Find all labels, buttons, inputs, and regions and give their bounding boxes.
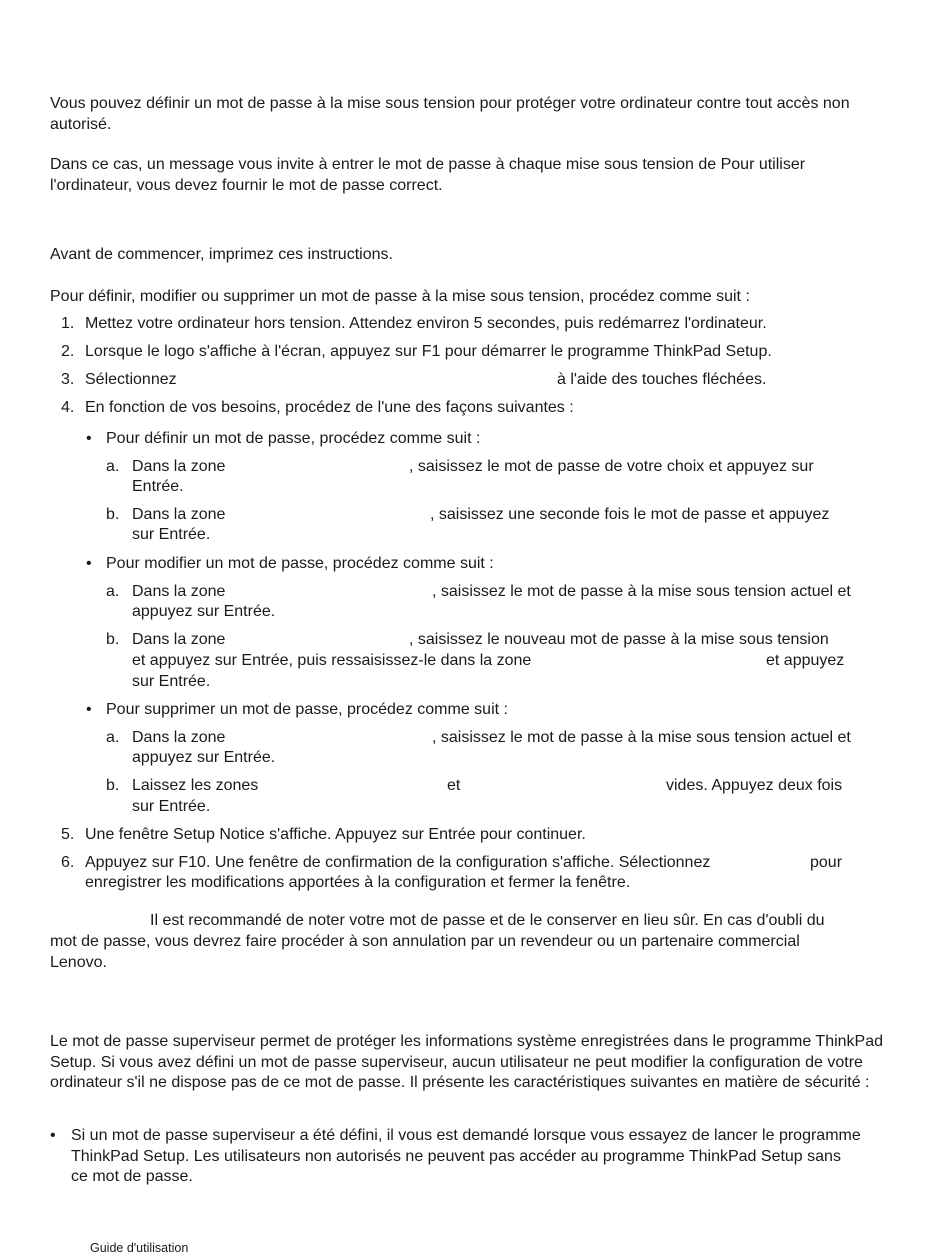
substep-text: Dans la zone bbox=[132, 631, 226, 648]
substep-text: et appuyez sur Entrée, puis ressaisissez-le dans la zone bbox=[132, 652, 532, 669]
step-number: 2. bbox=[61, 343, 75, 360]
bullet-marker: • bbox=[50, 1127, 56, 1144]
substep-text: appuyez sur Entrée. bbox=[132, 749, 276, 766]
substep-text: Entrée. bbox=[132, 478, 184, 495]
supervisor-bullet-text: Si un mot de passe superviseur a été défini, il vous est demandé lorsque vous essayez de lancer le programme ThinkPad Setup. Les utilisateurs non autorisés ne peuvent pas accéder au programme ThinkPad Setup sans ce mot de passe. bbox=[71, 1127, 861, 1185]
step-number: 3. bbox=[61, 371, 75, 388]
substep-text: Dans la zone bbox=[132, 458, 226, 475]
step-number: 1. bbox=[61, 315, 75, 332]
intro-paragraph-2: Dans ce cas, un message vous invite à entrer le mot de passe à chaque mise sous tension de Pour utiliser l'ordinateur, vous devez fournir le mot de passe correct. bbox=[50, 156, 806, 194]
substep-text: sur Entrée. bbox=[132, 798, 211, 815]
substep-text: , saisissez le mot de passe de votre choix et appuyez sur bbox=[409, 458, 814, 475]
substep-label: a. bbox=[106, 729, 120, 746]
step-text: En fonction de vos besoins, procédez de l'une des façons suivantes : bbox=[85, 399, 574, 416]
step-text: Appuyez sur F10. Une fenêtre de confirmation de la configuration s'affiche. Sélectionnez bbox=[85, 854, 711, 871]
substep-text: , saisissez le mot de passe à la mise sous tension actuel et bbox=[432, 583, 851, 600]
page-footer: Guide d'utilisation bbox=[90, 1241, 189, 1255]
modify-title: Pour modifier un mot de passe, procédez comme suit : bbox=[106, 555, 494, 572]
substep-text: sur Entrée. bbox=[132, 526, 211, 543]
step-text: Sélectionnez bbox=[85, 371, 177, 388]
substep-label: b. bbox=[106, 777, 120, 794]
substep-label: a. bbox=[106, 458, 120, 475]
note-text: Il est recommandé de noter votre mot de passe et de le conserver en lieu sûr. En cas d'oubli du bbox=[150, 912, 825, 929]
substep-label: a. bbox=[106, 583, 120, 600]
substep-text: et appuyez bbox=[766, 652, 845, 669]
step-text: à l'aide des touches fléchées. bbox=[557, 371, 767, 388]
substep-text: , saisissez le nouveau mot de passe à la mise sous tension bbox=[409, 631, 829, 648]
before-start-text: Avant de commencer, imprimez ces instructions. bbox=[50, 246, 393, 263]
remove-title: Pour supprimer un mot de passe, procédez comme suit : bbox=[106, 701, 508, 718]
substep-text: Laissez les zones bbox=[132, 777, 259, 794]
step-text: pour bbox=[810, 854, 843, 871]
substep-text: sur Entrée. bbox=[132, 673, 211, 690]
step-number: 6. bbox=[61, 854, 75, 871]
step-number: 4. bbox=[61, 399, 75, 416]
substep-text: , saisissez une seconde fois le mot de passe et appuyez bbox=[430, 506, 830, 523]
substep-text: et bbox=[447, 777, 461, 794]
bullet-marker: • bbox=[86, 555, 92, 572]
step-text: enregistrer les modifications apportées à la configuration et fermer la fenêtre. bbox=[85, 874, 631, 891]
substep-text: vides. Appuyez deux fois bbox=[666, 777, 843, 794]
supervisor-paragraph: Le mot de passe superviseur permet de protéger les informations système enregistrées dans le programme ThinkPad Setup. Si vous avez défini un mot de passe superviseur, aucun utilisateur ne peut modifier la configuration de votre ordinateur s'il ne dispose pas de ce mot de passe. Il présente les caractéristiques suivantes en matière de sécurité : bbox=[50, 1033, 884, 1091]
step-number: 5. bbox=[61, 826, 75, 843]
substep-text: Dans la zone bbox=[132, 506, 226, 523]
bullet-marker: • bbox=[86, 430, 92, 447]
substep-text: Dans la zone bbox=[132, 729, 226, 746]
step-text: Mettez votre ordinateur hors tension. Attendez environ 5 secondes, puis redémarrez l'ordinateur. bbox=[85, 315, 767, 332]
step-text: Lorsque le logo s'affiche à l'écran, appuyez sur F1 pour démarrer le programme ThinkPad Setup. bbox=[85, 343, 772, 360]
substep-label: b. bbox=[106, 631, 120, 648]
substep-text: , saisissez le mot de passe à la mise sous tension actuel et bbox=[432, 729, 851, 746]
define-title: Pour définir un mot de passe, procédez comme suit : bbox=[106, 430, 481, 447]
note-text: Lenovo. bbox=[50, 954, 107, 971]
bullet-marker: • bbox=[86, 701, 92, 718]
note-text: mot de passe, vous devrez faire procéder à son annulation par un revendeur ou un partenaire commercial bbox=[50, 933, 800, 950]
substep-label: b. bbox=[106, 506, 120, 523]
procedure-intro: Pour définir, modifier ou supprimer un mot de passe à la mise sous tension, procédez comme suit : bbox=[50, 288, 750, 305]
substep-text: appuyez sur Entrée. bbox=[132, 603, 276, 620]
intro-paragraph-1: Vous pouvez définir un mot de passe à la mise sous tension pour protéger votre ordinateur contre tout accès non autorisé. bbox=[50, 95, 850, 133]
substep-text: Dans la zone bbox=[132, 583, 226, 600]
step-text: Une fenêtre Setup Notice s'affiche. Appuyez sur Entrée pour continuer. bbox=[85, 826, 586, 843]
